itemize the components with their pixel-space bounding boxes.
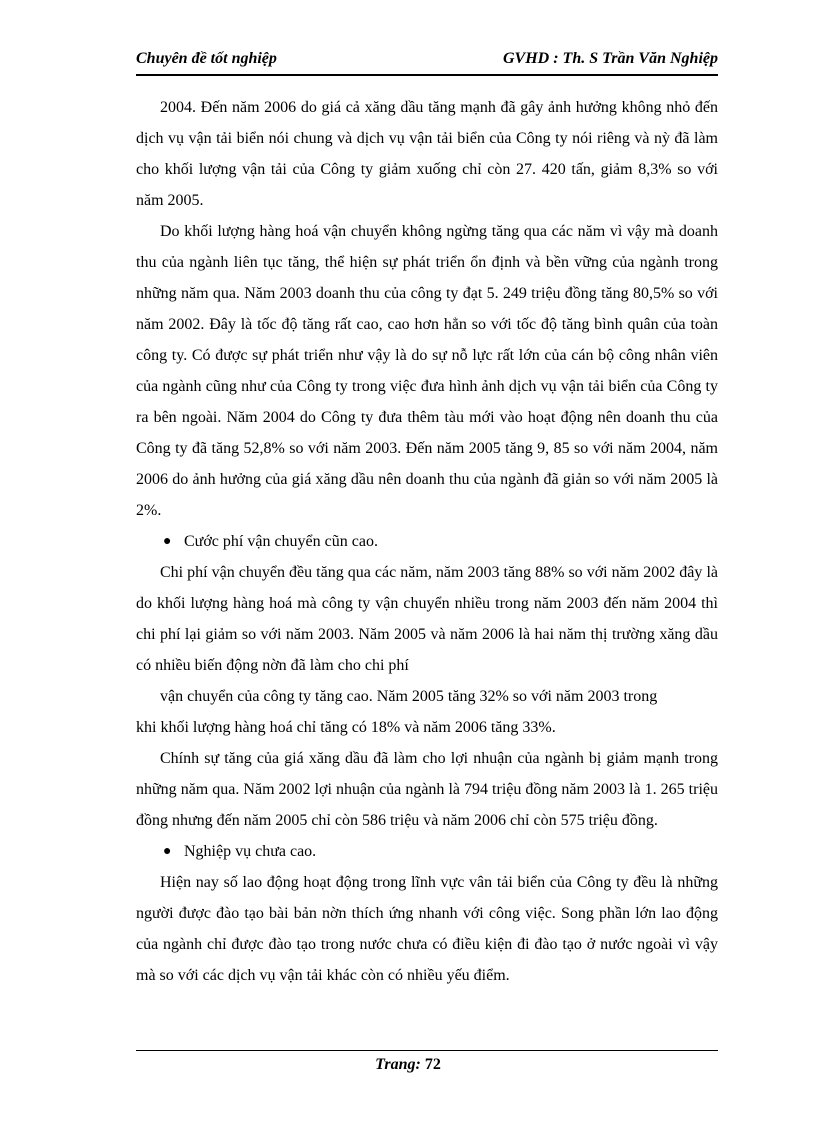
paragraph-2: Do khối lượng hàng hoá vận chuyển không ngừng tăng qua các năm vì vậy mà doanh thu của ngành liên tục tăng, thể hiện sự phát triển ổn định và bền vững của ngành trong những năm qua. Năm 2003 doanh thu của công ty đạt 5. 249 triệu đồng tăng 80,5% so với năm 2002. Đây là tốc độ tăng rất cao, cao hơn hẳn so với tốc độ tăng bình quân của toàn công ty. Có được sự phát triển như vậy là do sự nỗ lực rất lớn của cán bộ công nhân viên của ngành cũng như của Công ty trong việc đưa hình ảnh dịch vụ vận tải biển của Công ty ra bên ngoài. Năm 2004 do Công ty đưa thêm tàu mới vào hoạt động nên doanh thu của Công ty đã tăng 52,8% so với năm 2003. Đến năm 2005 tăng 9, 85 so với năm 2004, năm 2006 do ảnh hưởng của giá xăng dầu nên doanh thu của ngành đã giản so với năm 2005 là 2%. bbox=[136, 223, 718, 519]
bullet-text: Nghiệp vụ chưa cao. bbox=[184, 843, 317, 860]
bullet-icon: ● bbox=[163, 534, 172, 549]
paragraph-4: Chính sự tăng của giá xăng dầu đã làm cho lợi nhuận của ngành bị giảm mạnh trong những năm qua. Năm 2002 lợi nhuận của ngành là 794 triệu đồng năm 2003 là 1. 265 triệu đồng nhưng đến năm 2005 chỉ còn 586 triệu và năm 2006 chỉ còn 575 triệu đồng. bbox=[136, 750, 718, 829]
footer-divider bbox=[136, 1050, 718, 1051]
paragraph-5: Hiện nay số lao động hoạt động trong lĩnh vực vân tải biển của Công ty đều là những người được đào tạo bài bản nờn thích ứng nhanh với công việc. Song phần lớn lao động của ngành chỉ được đào tạo trong nước chưa có điều kiện đi đào tạo ở nước ngoài vì vậy mà so với các dịch vụ vận tải khác còn có nhiều yếu điểm. bbox=[136, 874, 718, 984]
paragraph-1: 2004. Đến năm 2006 do giá cả xăng dầu tăng mạnh đã gây ảnh hưởng không nhỏ đến dịch vụ vận tải biển nói chung và dịch vụ vận tải biển của Công ty nói riêng và nỳ đã làm cho khối lượng vận tải của Công ty giảm xuống chỉ còn 27. 420 tấn, giảm 8,3% so với năm 2005. bbox=[136, 99, 718, 209]
bullet-item-skills bbox=[136, 836, 718, 867]
bullet-item-freight-cost bbox=[136, 526, 718, 557]
bullet-text: Cước phí vận chuyển cũn cao. bbox=[184, 533, 378, 550]
paragraph-3: Chi phí vận chuyển đều tăng qua các năm, năm 2003 tăng 88% so với năm 2002 đây là do khối lượng hàng hoá mà công ty vận chuyển nhiều trong năm 2003 đến năm 2004 thì chi phí lại giảm so với năm 2003. Năm 2005 và năm 2006 là hai năm thị trường xăng dầu có nhiều biến động nờn đã làm cho chi phí bbox=[136, 564, 718, 674]
bullet-icon: ● bbox=[163, 844, 172, 859]
document-body bbox=[136, 92, 718, 991]
page-label: Trang: bbox=[375, 1056, 421, 1073]
paragraph-3-line-b: vận chuyển của công ty tăng cao. Năm 2005 tăng 32% so với năm 2003 trong bbox=[160, 688, 658, 705]
page-header bbox=[136, 46, 718, 76]
page-number: 72 bbox=[424, 1056, 441, 1073]
page-footer bbox=[0, 1056, 816, 1074]
header-title: Chuyên đề tốt nghiệp bbox=[136, 50, 277, 67]
header-supervisor: GVHD : Th. S Trần Văn Nghiệp bbox=[503, 50, 718, 67]
paragraph-3-line-c: khi khối lượng hàng hoá chỉ tăng có 18% và năm 2006 tăng 33%. bbox=[136, 719, 556, 736]
